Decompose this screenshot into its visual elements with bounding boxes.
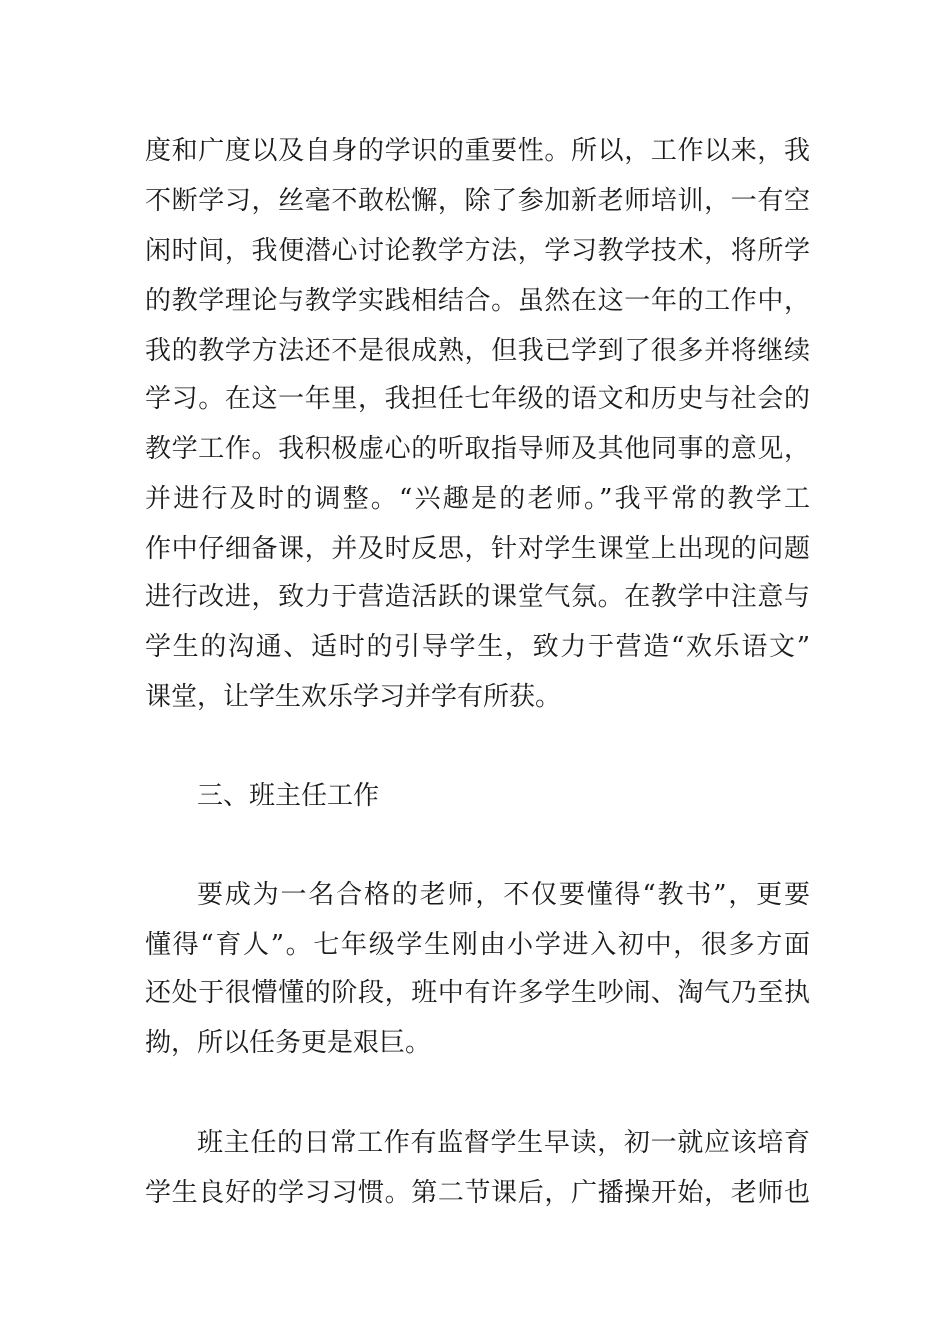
- paragraph-1-line-3: 闲时间，我便潜心讨论教学方法，学习教学技术，将所学: [145, 236, 810, 266]
- paragraph-2-line-4: 拗，所以任务更是艰巨。: [145, 1028, 432, 1058]
- paragraph-1-line-2: 不断学习，丝毫不敢松懈，除了参加新老师培训，一有空: [145, 186, 810, 216]
- paragraph-1-line-6: 学习。在这一年里，我担任七年级的语文和历史与社会的: [145, 384, 810, 414]
- paragraph-1-line-10: 进行改进，致力于营造活跃的课堂气氛。在教学中注意与: [145, 582, 810, 612]
- paragraph-1-line-1: 度和广度以及自身的学识的重要性。所以，工作以来，我: [145, 136, 810, 166]
- paragraph-1-line-4: 的教学理论与教学实践相结合。虽然在这一年的工作中，: [145, 286, 810, 316]
- paragraph-3-line-2: 学生良好的学习习惯。第二节课后，广播操开始，老师也: [145, 1178, 810, 1208]
- paragraph-1-line-7: 教学工作。我积极虚心的听取指导师及其他同事的意见，: [145, 434, 810, 464]
- paragraph-2-line-2: 懂得“育人”。七年级学生刚由小学进入初中，很多方面: [145, 930, 810, 960]
- paragraph-1-line-9: 作中仔细备课，并及时反思，针对学生课堂上出现的问题: [145, 534, 810, 564]
- paragraph-1-line-8: 并进行及时的调整。“兴趣是的老师。”我平常的教学工: [145, 484, 810, 514]
- paragraph-3-line-1: 班主任的日常工作有监督学生早读，初一就应该培育: [197, 1128, 810, 1158]
- paragraph-1-line-11: 学生的沟通、适时的引导学生，致力于营造“欢乐语文”: [145, 632, 810, 662]
- section-heading: 三、班主任工作: [197, 781, 380, 811]
- paragraph-1-line-12: 课堂，让学生欢乐学习并学有所获。: [145, 682, 562, 712]
- paragraph-2-line-3: 还处于很懵懂的阶段，班中有许多学生吵闹、淘气乃至执: [145, 978, 810, 1008]
- paragraph-1-line-5: 我的教学方法还不是很成熟，但我已学到了很多并将继续: [145, 336, 810, 366]
- paragraph-2-line-1: 要成为一名合格的老师，不仅要懂得“教书”，更要: [197, 880, 810, 910]
